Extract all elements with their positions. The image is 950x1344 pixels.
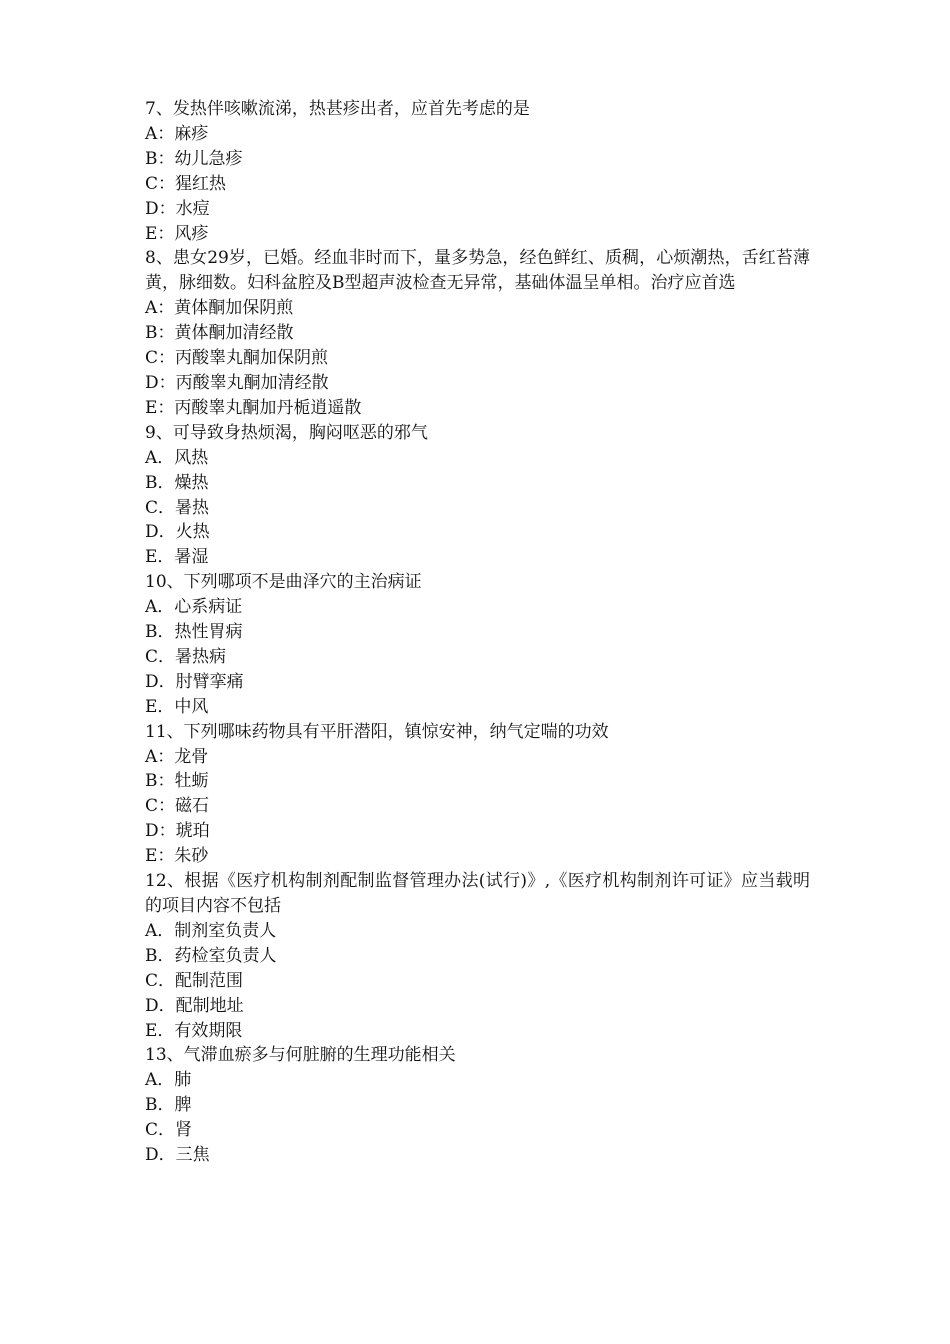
answer-option: E：丙酸睾丸酮加丹栀逍遥散 [145,397,362,418]
answer-option: C．肾 [145,1120,193,1141]
answer-option: E．暑湿 [145,547,209,568]
answer-option: D．火热 [145,522,210,543]
question-text: 7、发热伴咳嗽流涕，热甚疹出者，应首先考虑的是 [145,99,530,119]
answer-option: D．三焦 [145,1145,210,1166]
answer-option: C：猩红热 [145,173,227,194]
answer-option: D：丙酸睾丸酮加清经散 [145,372,329,393]
answer-option: A：麻疹 [145,123,209,144]
answer-option: A：龙骨 [145,746,209,767]
answer-option: B：幼儿急疹 [145,148,243,169]
answer-option: C．配制范围 [145,970,244,991]
answer-option: B．燥热 [145,472,209,493]
answer-option: E：朱砂 [145,846,209,867]
answer-option: D：琥珀 [145,821,210,842]
answer-option: E．中风 [145,696,209,717]
answer-option: A．肺 [145,1070,192,1091]
answer-option: E．有效期限 [145,1020,243,1041]
question-list [145,97,810,1168]
answer-option: A：黄体酮加保阴煎 [145,298,294,319]
answer-option: A．心系病证 [145,597,243,618]
answer-option: D：水痘 [145,198,210,219]
answer-option: E：风疹 [145,223,209,244]
answer-option: B．热性胃病 [145,622,243,643]
answer-option: B：牡蛎 [145,771,209,792]
answer-option: D．肘臂挛痛 [145,671,244,692]
answer-option: A．风热 [145,447,209,468]
question-text: 13、气滞血瘀多与何脏腑的生理功能相关 [145,1045,456,1066]
question-text: 10、下列哪项不是曲泽穴的主治病证 [145,572,422,593]
question-text: 8、患女29岁，已婚。经血非时而下，量多势急，经色鲜红、质稠，心烦潮热，舌红苔薄黄，脉细数。妇科盆腔及B型超声波检查无异常，基础体温呈单相。治疗应首选 [145,248,810,294]
question-text: 12、根据《医疗机构制剂配制监督管理办法(试行)》,《医疗机构制剂许可证》应当载明的项目内容不包括 [145,871,810,916]
answer-option: C：磁石 [145,796,210,817]
answer-option: C：丙酸睾丸酮加保阴煎 [145,348,329,369]
answer-option: C．暑热病 [145,646,227,667]
answer-option: C．暑热 [145,497,210,518]
answer-option: A．制剂室负责人 [145,920,277,941]
answer-option: B：黄体酮加清经散 [145,323,294,344]
answer-option: B．脾 [145,1095,192,1116]
answer-option: D．配制地址 [145,995,244,1016]
answer-option: B．药检室负责人 [145,945,277,966]
question-text: 11、下列哪味药物具有平肝潜阳，镇惊安神，纳气定喘的功效 [145,721,609,742]
question-text: 9、可导致身热烦渴，胸闷呕恶的邪气 [145,422,428,443]
